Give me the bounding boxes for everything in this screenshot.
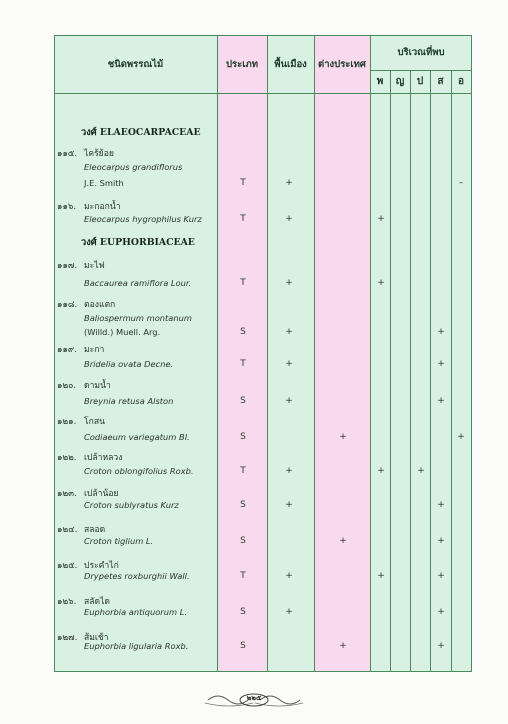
type-cell: T: [240, 214, 246, 224]
scientific-name: Croton oblongifolius Roxb.: [84, 466, 194, 476]
region-cell: +: [377, 214, 385, 224]
scientific-name: Eleocarpus hygrophilus Kurz: [84, 214, 202, 224]
scientific-name: Euphorbia antiquorum L.: [84, 607, 187, 617]
region-header-o: อ: [457, 76, 464, 87]
region-header-so: ส: [437, 76, 444, 87]
common-name: โกสน: [84, 417, 105, 427]
type-header: ประเภท: [225, 58, 258, 70]
native-cell: +: [285, 327, 293, 337]
species-header: ชนิดพรรณไม้: [107, 58, 164, 70]
region-cell: +: [417, 466, 425, 476]
common-name: มะไฟ: [84, 261, 105, 271]
native-header: พื้นเมือง: [274, 58, 307, 70]
region-cell: +: [437, 500, 445, 510]
region-cell: +: [437, 327, 445, 337]
species-number: ๑๒๑.: [57, 417, 77, 427]
page-footer: [0, 689, 508, 711]
scientific-name: Codiaeum variegatum Bl.: [84, 432, 190, 442]
region-cell: –: [458, 178, 464, 188]
region-cell: +: [377, 466, 385, 476]
species-number: ๑๑๗.: [57, 261, 78, 271]
page-number: ๒๒๕: [246, 694, 262, 702]
family-heading: วงศ์ EUPHORBIACEAE: [81, 237, 195, 248]
type-cell: S: [240, 536, 246, 546]
common-name: สลัดได: [84, 597, 110, 607]
region-cell: +: [377, 278, 385, 288]
exotic-cell: +: [339, 536, 347, 546]
exotic-cell: +: [339, 641, 347, 651]
scientific-name: Breynia retusa Alston: [84, 396, 174, 406]
region-cell: +: [437, 607, 445, 617]
common-name: ดามน้ำ: [84, 381, 111, 391]
native-cell: +: [285, 466, 293, 476]
common-name: ตองแตก: [84, 300, 116, 310]
species-number: ๑๑๕.: [57, 149, 78, 159]
family-heading: วงศ์ ELAEOCARPACEAE: [81, 127, 201, 138]
region-header-yo: ญ: [395, 76, 405, 87]
scientific-name: Baliospermum montanum: [84, 313, 192, 323]
species-number: ๑๑๘.: [57, 300, 78, 310]
species-number: ๑๑๖.: [57, 202, 77, 212]
common-name: สลอด: [84, 525, 106, 535]
native-cell: +: [285, 278, 293, 288]
common-name: ประคำไก่: [84, 561, 119, 571]
common-name: เปล้าน้อย: [84, 489, 119, 499]
area-header: บริเวณที่พบ: [397, 47, 445, 58]
author-citation: J.E. Smith: [84, 178, 124, 188]
native-cell: +: [285, 178, 293, 188]
species-number: ๑๒๒.: [57, 453, 77, 463]
native-cell: +: [285, 214, 293, 224]
region-header-po: ป: [416, 76, 424, 87]
common-name: ไคร้ย้อย: [84, 149, 114, 159]
exotic-cell: +: [339, 432, 347, 442]
native-cell: +: [285, 571, 293, 581]
common-name: เปล้าหลวง: [84, 453, 123, 463]
type-cell: S: [240, 327, 246, 337]
region-cell: +: [437, 571, 445, 581]
type-cell: S: [240, 607, 246, 617]
native-cell: +: [285, 396, 293, 406]
scientific-name: Euphorbia ligularia Roxb.: [84, 641, 189, 651]
scientific-name: Eleocarpus grandiflorus: [84, 162, 183, 172]
native-cell: +: [285, 607, 293, 617]
type-cell: T: [240, 466, 246, 476]
scientific-name: Croton sublyratus Kurz: [84, 500, 179, 510]
exotic-column-bg: [314, 35, 370, 672]
scientific-name: Baccaurea ramiflora Lour.: [84, 278, 192, 288]
species-number: ๑๑๙.: [57, 345, 77, 355]
type-cell: S: [240, 500, 246, 510]
common-name: มะกอกน้ำ: [84, 202, 121, 212]
species-number: ๑๒๖.: [57, 597, 77, 607]
type-cell: S: [240, 396, 246, 406]
scientific-name: Bridelia ovata Decne.: [84, 359, 174, 369]
region-cell: +: [437, 359, 445, 369]
author-citation: (Willd.) Muell. Arg.: [84, 327, 161, 337]
region-cell: +: [437, 641, 445, 651]
exotic-header: ต่างประเทศ: [318, 58, 366, 70]
region-cell: +: [437, 536, 445, 546]
species-number: ๑๒๗.: [57, 633, 78, 643]
common-name: ส้มเช้า: [84, 633, 109, 643]
scientific-name: Croton tiglium L.: [84, 536, 154, 546]
region-header-pho: พ: [376, 76, 384, 87]
species-number: ๑๒๓.: [57, 489, 77, 499]
species-number: ๑๒๐.: [57, 381, 77, 391]
region-cell: +: [377, 571, 385, 581]
type-cell: T: [240, 571, 246, 581]
native-cell: +: [285, 500, 293, 510]
type-cell: T: [240, 359, 246, 369]
type-cell: T: [240, 278, 246, 288]
common-name: มะกา: [84, 345, 105, 355]
native-cell: +: [285, 359, 293, 369]
type-cell: S: [240, 641, 246, 651]
species-number: ๑๒๕.: [57, 561, 78, 571]
region-cell: +: [457, 432, 465, 442]
region-cell: +: [437, 396, 445, 406]
scientific-name: Drypetes roxburghii Wall.: [84, 571, 190, 581]
species-number: ๑๒๔.: [57, 525, 78, 535]
type-cell: S: [240, 432, 246, 442]
type-cell: T: [240, 178, 246, 188]
